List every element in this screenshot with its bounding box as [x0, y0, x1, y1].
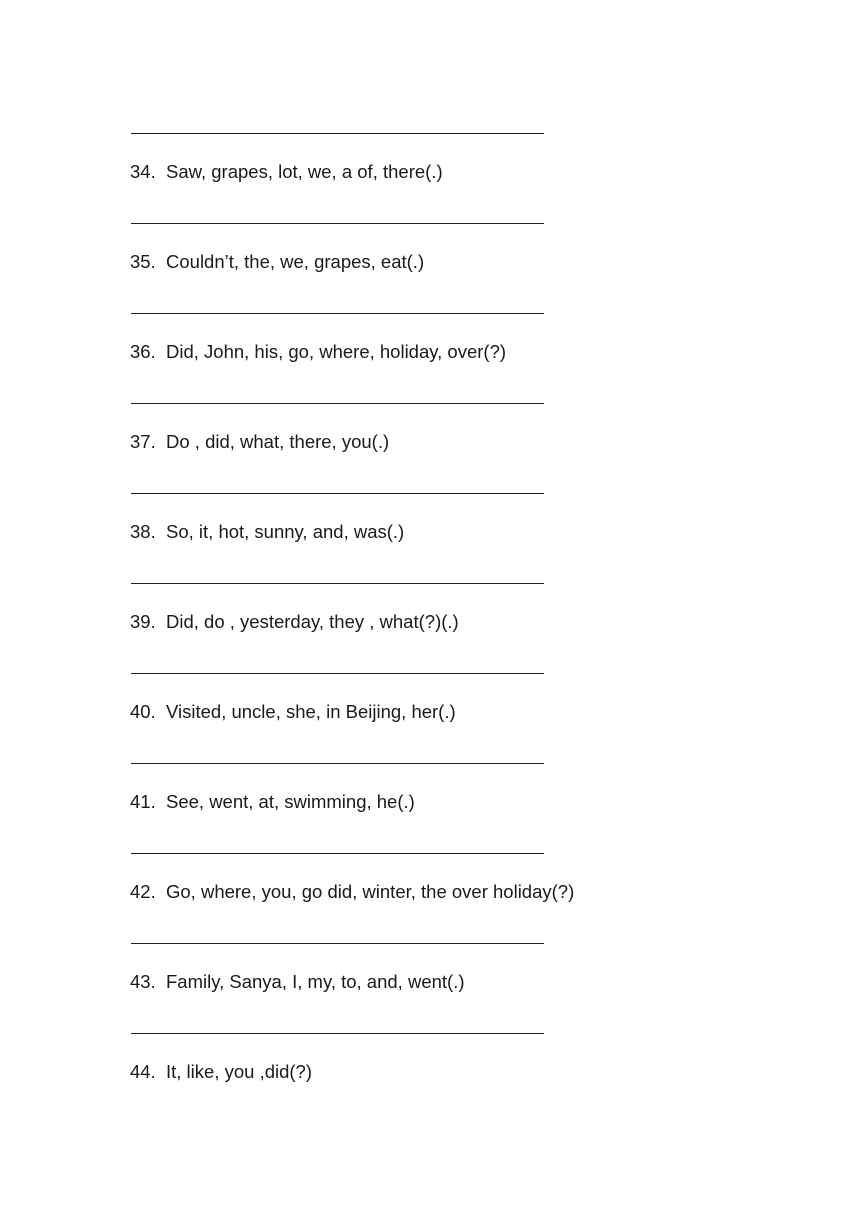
- question-42: [130, 881, 574, 903]
- answer-line-39: [131, 673, 544, 674]
- question-number: 36.: [130, 341, 156, 362]
- question-number: 43.: [130, 971, 156, 992]
- question-number: 38.: [130, 521, 156, 542]
- answer-line-38: [131, 583, 544, 584]
- question-36: [130, 341, 506, 363]
- question-number: 41.: [130, 791, 156, 812]
- question-41: [130, 791, 415, 813]
- answer-line-35: [131, 313, 544, 314]
- question-number: 34.: [130, 161, 156, 182]
- answer-line-42: [131, 943, 544, 944]
- answer-line-43: [131, 1033, 544, 1034]
- question-39: [130, 611, 459, 633]
- answer-line-33: [131, 133, 544, 134]
- question-44: [130, 1061, 312, 1083]
- question-40: [130, 701, 456, 723]
- question-number: 39.: [130, 611, 156, 632]
- question-37: [130, 431, 389, 453]
- question-text: Do , did, what, there, you(.): [166, 431, 390, 452]
- question-number: 35.: [130, 251, 156, 272]
- question-text: Go, where, you, go did, winter, the over holiday(?): [166, 881, 575, 902]
- answer-line-34: [131, 223, 544, 224]
- question-38: [130, 521, 404, 543]
- question-text: Visited, uncle, she, in Beijing, her(.): [166, 701, 456, 722]
- question-number: 40.: [130, 701, 156, 722]
- question-text: Did, do , yesterday, they , what(?)(.): [166, 611, 459, 632]
- question-text: It, like, you ,did(?): [166, 1061, 313, 1082]
- question-34: [130, 161, 443, 183]
- question-number: 44.: [130, 1061, 156, 1082]
- answer-line-37: [131, 493, 544, 494]
- question-text: Saw, grapes, lot, we, a of, there(.): [166, 161, 443, 182]
- question-35: [130, 251, 424, 273]
- question-43: [130, 971, 465, 993]
- question-text: Did, John, his, go, where, holiday, over(?): [166, 341, 507, 362]
- answer-line-40: [131, 763, 544, 764]
- question-text: Couldn’t, the, we, grapes, eat(.): [166, 251, 425, 272]
- answer-line-41: [131, 853, 544, 854]
- question-text: See, went, at, swimming, he(.): [166, 791, 415, 812]
- question-number: 42.: [130, 881, 156, 902]
- question-text: So, it, hot, sunny, and, was(.): [166, 521, 405, 542]
- answer-line-36: [131, 403, 544, 404]
- question-number: 37.: [130, 431, 156, 452]
- question-text: Family, Sanya, I, my, to, and, went(.): [166, 971, 465, 992]
